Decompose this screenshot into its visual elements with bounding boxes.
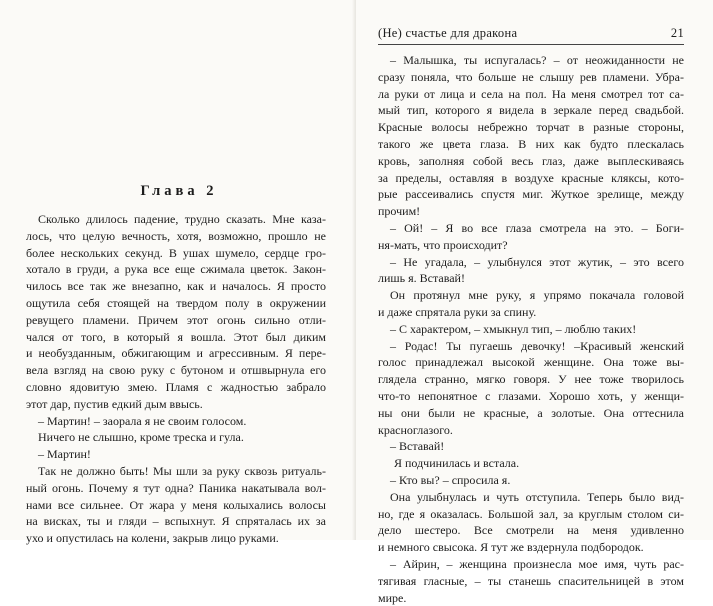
text-line: Я подчинилась и встала. bbox=[378, 455, 684, 472]
text-line: Красные волосы небрежно торчат в разные стороны, bbox=[378, 119, 684, 136]
text-line: вела взгляд на свою руку с бутоном и отшвырнула его bbox=[26, 362, 326, 379]
text-line: чилось все так же внезапно, как и началось. Я просто bbox=[26, 278, 326, 295]
text-line: и немного свысока. Я тут же вздернула подбородок. bbox=[378, 539, 684, 556]
text-line: кровь, заполняя собой весь глаз, даже выплескиваясь bbox=[378, 153, 684, 170]
text-line: тягивая гласные, – ты станешь спасительницей в этом bbox=[378, 573, 684, 590]
text-line: такого же цвета глаза. В них как будто плескалась bbox=[378, 136, 684, 153]
page-number: 21 bbox=[671, 26, 684, 41]
text-line: лишь я. Вставай! bbox=[378, 270, 684, 287]
left-page bbox=[0, 0, 356, 540]
text-line: более нескольких секунд. В ушах шумело, сердце гро- bbox=[26, 245, 326, 262]
text-line: рые рассеивались спустя миг. Жуткое зрелище, между bbox=[378, 186, 684, 203]
text-line: ный огонь. Почему я тут одна? Паника накатывала вол- bbox=[26, 480, 326, 497]
text-line: Так не должно быть! Мы шли за руку сквозь ритуаль- bbox=[26, 463, 326, 480]
text-line: – С характером, – хмыкнул тип, – люблю таких! bbox=[378, 321, 684, 338]
running-header-title: (Не) счастье для дракона bbox=[378, 26, 517, 41]
text-line: ны они были не красные, а золотые. Она оттеснила bbox=[378, 405, 684, 422]
chapter-title: Глава 2 bbox=[26, 183, 332, 200]
text-line: Он протянул мне руку, я упрямо покачала головой bbox=[378, 287, 684, 304]
text-line: ощутила себя стоящей на твердом полу в окружении bbox=[26, 295, 326, 312]
text-line: этот дар, пустив едкий дым ввысь. bbox=[26, 396, 326, 413]
text-line: чался от того, в который я вошла. Этот был диким bbox=[26, 329, 326, 346]
text-line: ла руки от лица и села на пол. На меня смотрел тот са- bbox=[378, 86, 684, 103]
text-line: за пределы, оставляя в воздухе красные кляксы, кото- bbox=[378, 170, 684, 187]
text-line: ревущего пламени. Причем этот огонь сильно отли- bbox=[26, 312, 326, 329]
text-line: мый тип, которого я видела в зеркале перед свадьбой. bbox=[378, 102, 684, 119]
text-line: и даже спрятала руки за спину. bbox=[378, 304, 684, 321]
text-line: – Айрин, – женщина произнесла мое имя, чуть рас- bbox=[378, 556, 684, 573]
text-line: – Ой! – Я во все глаза смотрела на это. – Боги- bbox=[378, 220, 684, 237]
text-line: дело шестеро. Все смотрели на меня удивленно bbox=[378, 522, 684, 539]
text-line: но, где я оказалась. Большой зал, за круглым столом си- bbox=[378, 506, 684, 523]
right-page-text bbox=[378, 52, 684, 606]
text-line: ня-мать, что происходит? bbox=[378, 237, 684, 254]
text-line: Ничего не слышно, кроме треска и гула. bbox=[26, 429, 326, 446]
text-line: голос принадлежал высокой женщине. Она тоже вы- bbox=[378, 354, 684, 371]
text-line: хотало в груди, а рука все еще сжимала цветок. Закон- bbox=[26, 261, 326, 278]
text-line: ухо и опустилась на колени, закрыв лицо руками. bbox=[26, 530, 326, 547]
text-line: на висках, ты и гляди – вспыхнут. Я спряталась их за bbox=[26, 513, 326, 530]
text-line: – Мартин! – заорала я не своим голосом. bbox=[26, 413, 326, 430]
left-page-text bbox=[26, 211, 326, 547]
text-line: – Мартин! bbox=[26, 446, 326, 463]
text-line: красноглазого. bbox=[378, 422, 684, 439]
running-header bbox=[378, 26, 684, 45]
text-line: – Вставай! bbox=[378, 438, 684, 455]
text-line: – Родас! Ты пугаешь девочку! –Красивый женский bbox=[378, 338, 684, 355]
text-line: – Не угадала, – улыбнулся этот жутик, – это всего bbox=[378, 254, 684, 271]
text-line: прочим! bbox=[378, 203, 684, 220]
text-line: словно ядовитую змею. Пламя с жадностью забрало bbox=[26, 379, 326, 396]
text-line: глядела странно, мягко говоря. У нее тоже творилось bbox=[378, 371, 684, 388]
text-line: – Малышка, ты испугалась? – от неожиданности не bbox=[378, 52, 684, 69]
text-line: нами все сильнее. От жара у меня колыхались волосы bbox=[26, 497, 326, 514]
text-line: и необузданным, обжигающим и агрессивным. Я пере- bbox=[26, 345, 326, 362]
text-line: мире. bbox=[378, 590, 684, 606]
text-line: – Кто вы? – спросила я. bbox=[378, 472, 684, 489]
text-line: Сколько длилось падение, трудно сказать. Мне каза- bbox=[26, 211, 326, 228]
text-line: сразу поняла, что больше не слышу рев пламени. Убра- bbox=[378, 69, 684, 86]
right-page bbox=[356, 0, 713, 540]
text-line: лось, что целую вечность, хотя, возможно, прошло не bbox=[26, 228, 326, 245]
text-line: что-то непонятное с глазами. Хорошо хоть, у женщи- bbox=[378, 388, 684, 405]
text-line: Она улыбнулась и чуть отступила. Теперь было вид- bbox=[378, 489, 684, 506]
